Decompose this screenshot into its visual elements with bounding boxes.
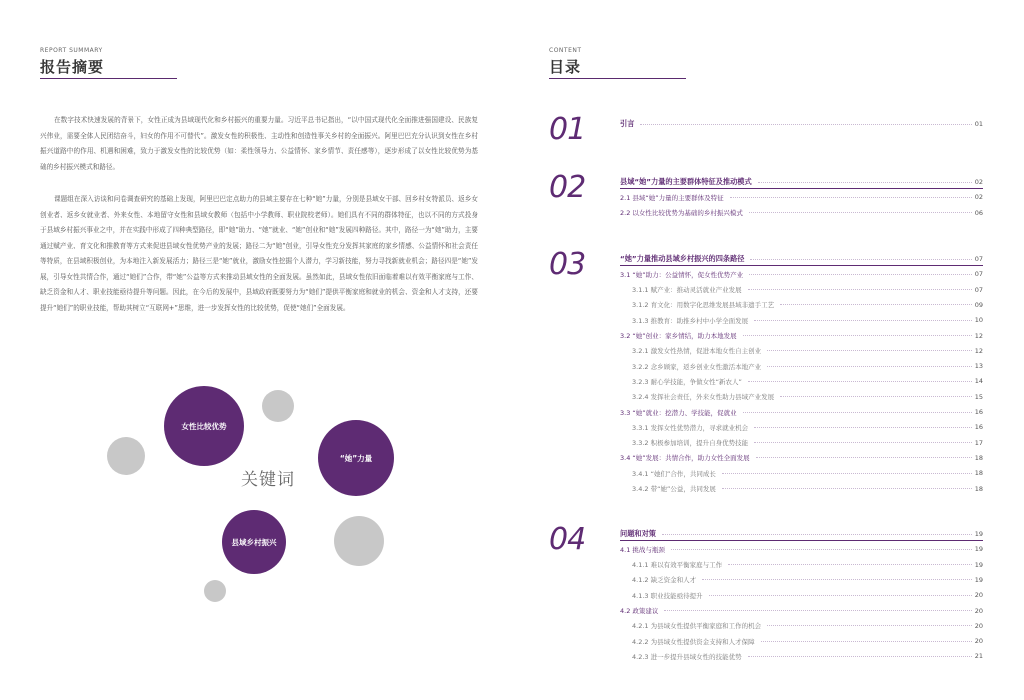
toc-entry-title: 3.1.2 育文化：用数字化思维发展县域非遗手工艺 <box>632 301 775 310</box>
toc-entry-title: 3.3.1 发挥女性优势潜力，寻求就业机会 <box>632 423 749 432</box>
toc-section-number: 02 <box>549 170 586 205</box>
toc-leader-dots <box>662 534 972 535</box>
toc-entry-page: 20 <box>974 606 983 615</box>
toc-entry-page: 20 <box>974 591 983 600</box>
toc-entry-title: 3.4.1 “她们”合作，共同成长 <box>632 469 716 478</box>
toc-entry-title: 问题和对策 <box>620 529 656 538</box>
toc-entry-title: 4.2.2 为县域女性提供资金支持和人才保障 <box>632 637 755 646</box>
toc-entry-page: 07 <box>974 255 983 263</box>
toc-entry-title: 2.2 以女性比较优势为基础的乡村振兴模式 <box>620 209 743 218</box>
decor-circle <box>204 580 226 602</box>
toc-entry-page: 01 <box>974 120 983 128</box>
toc-entry-title: 4.2.1 为县域女性提供平衡家庭和工作的机会 <box>632 622 762 631</box>
toc-leader-dots <box>748 656 972 657</box>
toc-heading-rule <box>620 540 983 541</box>
keyword-circle-women-advantage <box>164 386 244 466</box>
toc-leader-dots <box>749 212 972 213</box>
toc-entry[interactable] <box>632 589 983 601</box>
toc-leader-dots <box>761 641 972 642</box>
toc-entry[interactable] <box>620 118 983 130</box>
toc-entry-title: 4.1.2 缺乏资金和人才 <box>632 576 697 585</box>
toc-entry[interactable] <box>632 635 983 647</box>
toc-entry-title: 引言 <box>620 119 635 128</box>
toc-entry[interactable] <box>632 437 983 449</box>
toc-entry[interactable] <box>632 375 983 387</box>
toc-leader-dots <box>758 182 972 183</box>
toc-entry-title: 3.3.2 积极参加培训，提升自身优势技能 <box>632 439 749 448</box>
toc-entry[interactable] <box>620 268 983 280</box>
toc-entry[interactable] <box>632 360 983 372</box>
toc-leader-dots <box>640 124 971 125</box>
toc-entry[interactable] <box>632 650 983 662</box>
toc-entry-title: 2.1 县域“她”力量的主要群体及特征 <box>620 193 724 202</box>
toc-leader-dots <box>749 274 972 275</box>
toc-leader-dots <box>780 304 972 305</box>
toc-entry-page: 09 <box>974 300 983 309</box>
toc-leader-dots <box>709 595 972 596</box>
toc-entry-title: 3.1 “她”助力：公益情怀，促女性优势产业 <box>620 270 744 279</box>
toc-heading-rule <box>620 265 983 266</box>
keyword-label: “她”力量 <box>339 453 373 463</box>
toc-entry-title: 4.2.3 进一步提升县域女性的技能优势 <box>632 652 742 661</box>
toc-entry[interactable] <box>632 391 983 403</box>
toc-entry[interactable] <box>620 528 983 540</box>
keyword-label: 县域乡村振兴 <box>231 537 277 547</box>
summary-title-rule <box>40 78 177 79</box>
summary-title: 报告摘要 <box>40 58 105 76</box>
toc-entry[interactable] <box>620 207 983 219</box>
toc-entry-page: 21 <box>974 652 983 661</box>
toc-leader-dots <box>671 549 972 550</box>
toc-leader-dots <box>722 473 972 474</box>
toc-leader-dots <box>754 320 972 321</box>
toc-entry-page: 19 <box>974 560 983 569</box>
toc-entry-title: 县域“她”力量的主要群体特征及推动模式 <box>620 177 752 186</box>
toc-entry[interactable] <box>632 620 983 632</box>
toc-leader-dots <box>767 366 972 367</box>
keyword-circle-rural-revitalization <box>222 510 286 574</box>
toc-title-rule <box>549 78 686 79</box>
toc-title: 目录 <box>549 58 582 76</box>
keyword-title: 关键词 <box>241 470 295 490</box>
toc-entry-page: 20 <box>974 621 983 630</box>
toc-leader-dots <box>767 350 972 351</box>
toc-entry[interactable] <box>632 559 983 571</box>
toc-entry-page: 02 <box>974 178 983 186</box>
toc-entry-title: 3.1.1 赋产业：推动灵活就业产业发展 <box>632 286 742 295</box>
toc-section-number: 03 <box>549 247 586 282</box>
toc-entry-page: 16 <box>974 423 983 432</box>
toc-entry[interactable] <box>620 543 983 555</box>
toc-entry-title: 4.2 政策建议 <box>620 607 659 615</box>
toc-entry[interactable] <box>620 330 983 342</box>
toc-entry[interactable] <box>632 345 983 357</box>
toc-en-label: CONTENT <box>549 47 582 54</box>
toc-entry-page: 18 <box>974 484 983 493</box>
toc-leader-dots <box>750 259 971 260</box>
toc-entry-page: 19 <box>974 545 983 554</box>
toc-leader-dots <box>743 412 972 413</box>
toc-leader-dots <box>748 381 972 382</box>
toc-entry-title: 4.1.3 职业技能亟待提升 <box>632 591 703 600</box>
toc-entry[interactable] <box>620 605 983 617</box>
toc-entry-page: 06 <box>974 208 983 217</box>
toc-entry-page: 14 <box>974 377 983 386</box>
decor-circle <box>334 516 384 566</box>
toc-entry-title: 3.3 “她”就业：挖潜力、学技能，促就业 <box>620 408 737 417</box>
toc-entry[interactable] <box>632 314 983 326</box>
toc-entry-page: 13 <box>974 362 983 371</box>
decor-circle <box>107 437 145 475</box>
toc-entry-title: 3.2.4 发挥社会责任，外来女性助力县域产业发展 <box>632 393 775 402</box>
toc-leader-dots <box>748 289 972 290</box>
toc-entry-title: 3.4 “她”发展：共情合作，助力女性全面发展 <box>620 454 750 463</box>
toc-entry-page: 07 <box>974 270 983 279</box>
toc-entry-page: 07 <box>974 285 983 294</box>
toc-entry-page: 10 <box>974 316 983 325</box>
toc-entry-page: 19 <box>974 575 983 584</box>
toc-entry-title: “她”力量推动县域乡村振兴的四条路径 <box>620 254 745 263</box>
toc-entry-title: 4.1 挑战与瓶颈 <box>620 545 665 554</box>
toc-entry-page: 20 <box>974 637 983 646</box>
decor-circle <box>262 390 294 422</box>
toc-entry-page: 15 <box>974 392 983 401</box>
toc-section-number: 04 <box>549 522 586 557</box>
toc-entry-title: 3.2.2 念乡顾家，返乡创业女性激活本地产业 <box>632 362 762 371</box>
summary-en-label: REPORT SUMMARY <box>40 47 103 54</box>
toc-entry-title: 3.2.3 耐心学技能，争做女性“新农人” <box>632 377 742 386</box>
keyword-circle-her-power <box>318 420 394 496</box>
toc-entry-page: 17 <box>974 438 983 447</box>
toc-entry[interactable] <box>620 452 983 464</box>
toc-entry-page: 18 <box>974 469 983 478</box>
toc-entry-title: 4.1.1 难以有效平衡家庭与工作 <box>632 561 723 570</box>
toc-entry[interactable] <box>620 191 983 203</box>
toc-leader-dots <box>754 427 972 428</box>
summary-paragraph-1: 在数字技术快速发展的背景下，女性正成为县域现代化和乡村振兴的重要力量。习近平总书记指出，“以中国式现代化全面推进强国建设、民族复兴伟业，需要全体人民团结奋斗，妇女的作用不可替代”。激发女性的积极性、主动性和创造性事关乡村的全面振兴。阿里巴巴充分认识到女性在乡村振兴道路中的作用、机遇和困难，致力于激发女性的比较优势（如：柔性领导力、公益情怀、家乡情节、责任感等），逐步形成了以女性比较优势为基础的乡村振兴模式和路径。 <box>40 116 478 171</box>
toc-leader-dots <box>754 442 972 443</box>
toc-leader-dots <box>728 564 972 565</box>
toc-leader-dots <box>664 610 971 611</box>
summary-paragraph-2: 课题组在深入访谈和问卷调查研究的基础上发现，阿里巴巴定点助力的县域主要存在七种“她”力量，分别是县域女干部、回乡村女特派员、返乡女创业者、返乡女就业者、外来女性、本地留守女性和县域女教师（包括中小学教师、职业院校老师）。她们具有不同的群体特征，也以不同的方式投身于县域乡村振兴事业之中，并在实践中形成了四种典型路径，即“她”助力、“她”就业、“她”创业和“她”发展四种路径。其中，路径一为“她”助力，主要通过赋产业、育文化和推教育等方式来促进县域女性优势产业的发展；路径二为“她”创业，引导女性充分发挥其家庭的家乡情感、公益情怀和社会责任等特质，在县域积极创业，为本地注入新发展活力；路径三是“她”就业，激励女性挖掘个人潜力，学习新技能，努力寻找新就业机会；路径四是“她”发展，引导女性共情合作，通过“她们”合作，带“她”公益等方式来推动县域女性的全面发展。虽然如此，县域女性依旧面临着难以有效平衡家庭与工作、缺乏资金和人才、职业技能亟待提升等问题。因此，在今后的发展中，县域政府既要努力为“她们”提供平衡家庭和就业的机会、资金和人才支持，还要提升“她们”的职业技能，帮助其树立“互联网+”思维，进一步发挥女性的比较优势，促使“她们”全面发展。 <box>40 195 478 312</box>
toc-entry[interactable] <box>620 176 983 188</box>
toc-entry-title: 3.1.3 推教育：助推乡村中小学全面发展 <box>632 316 749 325</box>
toc-entry[interactable] <box>632 467 983 479</box>
toc-entry[interactable] <box>632 284 983 296</box>
toc-entry[interactable] <box>632 299 983 311</box>
toc-leader-dots <box>743 335 972 336</box>
toc-leader-dots <box>767 625 972 626</box>
toc-entry[interactable] <box>632 574 983 586</box>
toc-entry-title: 3.4.2 带“她”公益，共同发展 <box>632 485 716 493</box>
toc-entry-page: 12 <box>974 346 983 355</box>
toc-entry-page: 19 <box>974 530 983 538</box>
toc-entry[interactable] <box>632 421 983 433</box>
toc-entry-title: 3.2.1 激发女性热情，促进本地女性自主创业 <box>632 347 762 356</box>
toc-entry-title: 3.2 “她”创业：家乡情结，助力本地发展 <box>620 332 737 340</box>
toc-entry-page: 18 <box>974 453 983 462</box>
toc-entry-page: 02 <box>974 193 983 202</box>
toc-entry-page: 16 <box>974 408 983 416</box>
toc-entry[interactable] <box>620 253 983 265</box>
toc-entry-page: 12 <box>974 331 983 340</box>
toc-heading-rule <box>620 188 983 189</box>
toc-entry[interactable] <box>632 483 983 495</box>
toc-leader-dots <box>722 488 972 489</box>
toc-leader-dots <box>702 579 972 580</box>
toc-leader-dots <box>756 457 972 458</box>
toc-section-number: 01 <box>549 112 586 147</box>
toc-entry[interactable] <box>620 406 983 418</box>
keyword-label: 女性比较优势 <box>181 421 227 431</box>
toc-leader-dots <box>780 396 972 397</box>
toc-leader-dots <box>730 197 972 198</box>
